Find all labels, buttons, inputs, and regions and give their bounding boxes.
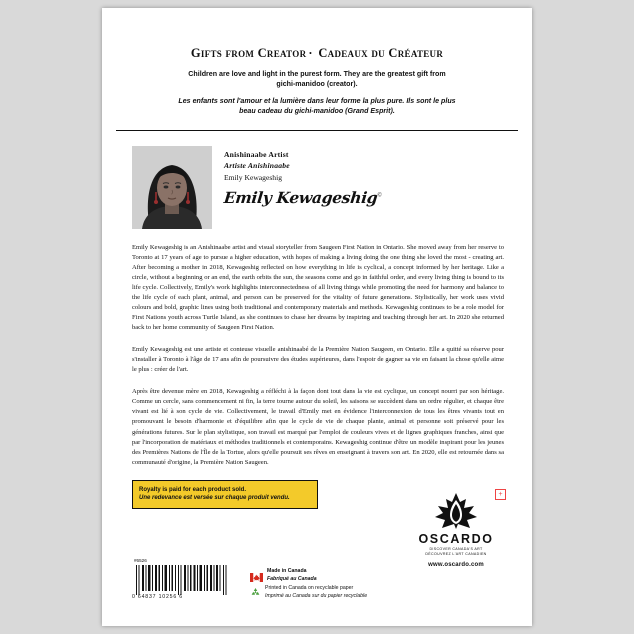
artist-portrait <box>132 146 212 229</box>
oscardo-tagline-en: DISCOVER CANADA'S ART <box>429 547 483 551</box>
recyclable-en: Printed in Canada on recyclable paper <box>265 585 354 591</box>
page-inner <box>116 22 518 612</box>
royalty-line-en: Royalty is paid for each product sold. <box>139 486 247 493</box>
artist-meta <box>224 146 382 212</box>
barcode <box>132 565 232 595</box>
title-english: Gifts from Creator <box>190 46 307 60</box>
subtitle-en-line2: gichi-manidoo (creator). <box>276 79 358 88</box>
barcode-icon <box>132 565 232 595</box>
made-in-canada <box>250 568 317 584</box>
recyclable-fr: Imprimé au Canada sur du papier recyclable <box>265 592 368 599</box>
oscardo-wordmark: OSCARDO <box>418 532 494 546</box>
canadian-flag-icon <box>250 569 263 578</box>
title-separator: · <box>308 46 313 60</box>
subtitle-block <box>116 70 518 116</box>
subtitle-en-line1: Children are love and light in the purest form. They are the greatest gift from <box>188 70 446 78</box>
maple-leaf-logo-icon <box>425 491 487 531</box>
subtitle-fr-line2: beau cadeau du gichi-manidoo (Grand Esprit). <box>239 106 395 115</box>
bio-paragraph-fr-1: Emily Kewageshig est une artiste et conteuse visuelle anishinaabé de la Première Nation Saugeen, en Ontario. Elle a quitté sa réserve pour s'installer à Toronto à l'âge de 17 ans afin de poursuivre des études supérieures, dans l'espoir de gagner sa vie en faisant la chose qu'elle aime le plus : créer de l'art. <box>132 346 504 374</box>
artist-role-en: Anishinaabe Artist <box>224 150 289 160</box>
made-in-fr: Fabriqué au Canada <box>267 575 317 582</box>
footer-bar <box>132 558 504 604</box>
recyclable-notice <box>250 585 367 601</box>
royalty-line-fr: Une redevance est versée sur chaque produit vendu. <box>139 495 290 502</box>
made-in-en: Made in Canada <box>267 568 307 574</box>
page-title <box>116 46 518 61</box>
portrait-illustration-icon <box>132 146 212 229</box>
oscardo-tagline-fr: DÉCOUVREZ L'ART CANADIEN <box>425 552 487 556</box>
sku-code: #6526 <box>134 558 147 563</box>
header-divider <box>116 130 518 131</box>
made-in-text <box>267 568 317 584</box>
recyclable-text <box>265 585 367 601</box>
subtitle-fr-line1: Les enfants sont l'amour et la lumière dans leur forme la plus pure. Ils sont le plus <box>178 97 456 106</box>
copyright-mark: © <box>377 192 382 199</box>
artist-biography <box>116 243 518 467</box>
bio-paragraph-fr-2: Après être devenue mère en 2018, Kewageshig a réfléchi à la façon dont tout dans la vie est cyclique, un concept nourri par son héritage. Comme un cercle, sans commencement ni fin, la terre tourne autour du soleil, les saisons se succèdent dans un ordre régulier, et chaque être vivant est lié à son cycle de vie. Collectivement, le travail d'Emily met en évidence l'interconnexion de tous les êtres vivants tout en promouvant le besoin d'harmonie et d'équilibre afin que le cycle de vie de chaque plante, animal et personne soit préservé pour les générations futures. Sur le plan stylistique, son travail est marqué par l'emploi de couleurs vives et de lignes graphiques franches, ainsi que par l'incorporation de matériaux et méthodes traditionnels et contemporains. Kewageshig continue d'être un modèle inspirant pour les jeunes des Premières Nations de l'Île de la Tortue, alors qu'elle poursuit ses rêves en enseignant à travers son art. En 2020, elle est retournée dans sa communauté d'origine, la Première Nation Saugeen. <box>132 388 504 466</box>
artist-role-fr: Artiste Anishinaabe <box>224 161 290 171</box>
title-french: Cadeaux du Créateur <box>318 46 444 60</box>
artist-signature <box>224 188 382 212</box>
registration-plus-mark: + <box>495 489 506 500</box>
artist-block <box>116 146 518 229</box>
oscardo-website[interactable]: www.oscardo.com <box>428 562 484 568</box>
product-hangtag-page <box>102 8 532 626</box>
bio-paragraph-en: Emily Kewageshig is an Anishinaabe artist and visual storyteller from Saugeen First Nation in Ontario. She moved away from her reserve to Toronto at 17 years of age to pursue a higher education, with hopes of making a living doing the one thing she loved the most - creating art. After becoming a mother in 2018, Kewageshig reflected on how everything in life is cyclical, a concept informed by her heritage. Like a circle, without a beginning or an end, the earth orbits the sun, the seasons come and go in faithful order, and every living thing is bound to its life cycle. Collectively, Emily's work highlights interconnectedness of all living things while promoting the need for harmony and balance to the life cycle of each plant, animal, and person can be preserved for the vitality of future generations. Stylistically, her work uses vivid colours and bold, graphic lines using both traditional and contemporary materials and methods. Kewageshig continues to be a role model for First Nations youth across Turtle Island, as she continues to chase her dreams by inspiring and teaching through her art. In 2020 she returned back to her home community of Saugeen First Nation. <box>132 244 504 332</box>
artist-signature-text: Emily Kewageshig <box>223 188 379 208</box>
oscardo-logo <box>408 491 504 568</box>
barcode-number: 0 64837 10256 6 <box>132 594 183 600</box>
artist-name: Emily Kewageshig <box>224 173 282 183</box>
royalty-notice <box>132 480 318 509</box>
recycle-icon <box>250 585 261 596</box>
